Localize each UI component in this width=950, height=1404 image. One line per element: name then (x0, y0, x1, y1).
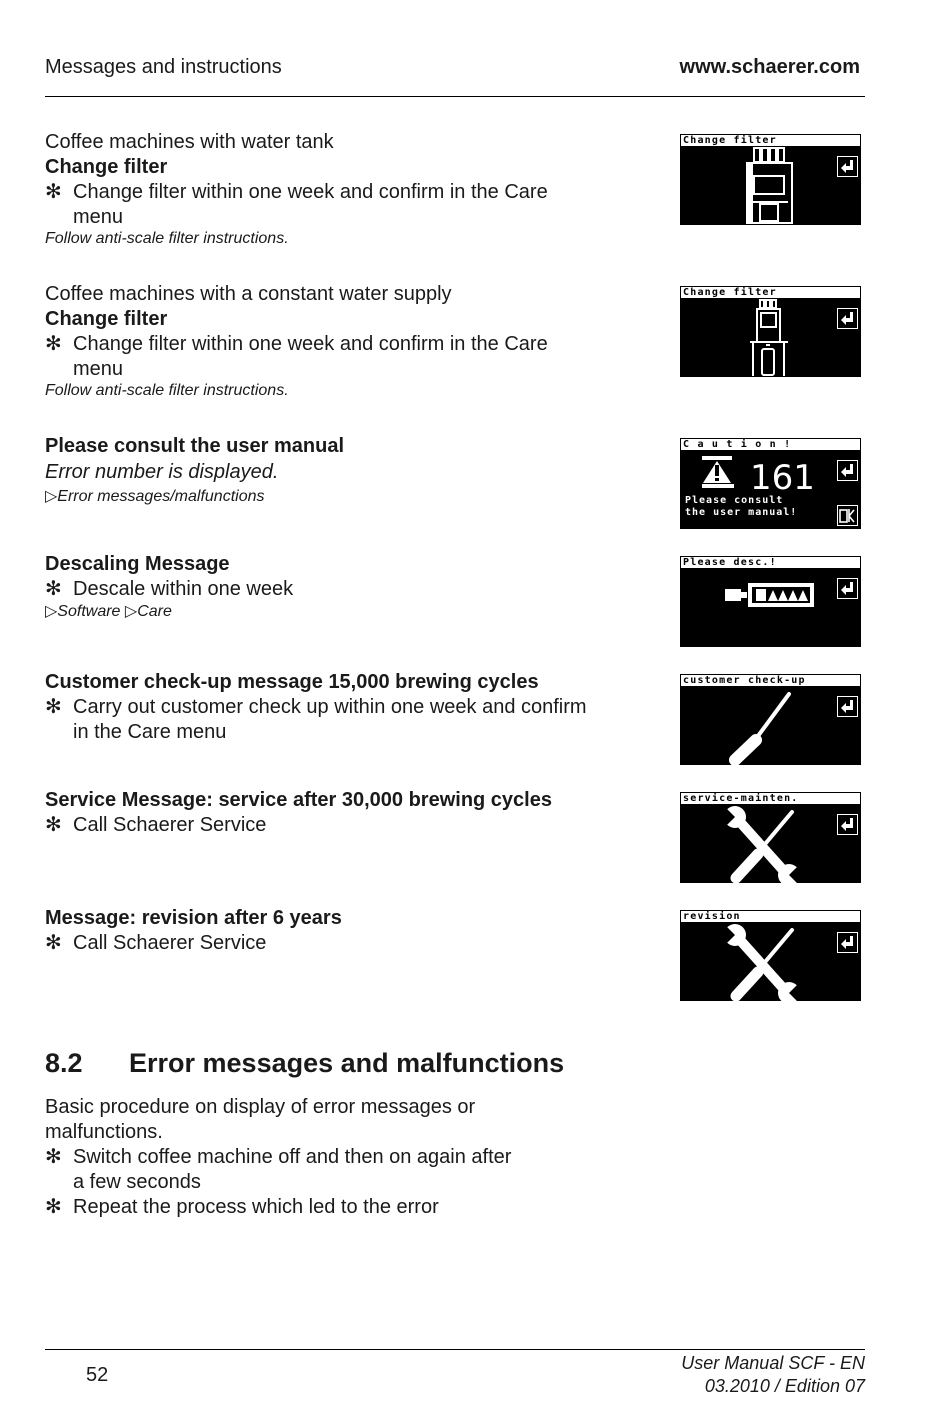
back-icon[interactable] (837, 308, 858, 329)
checkup-title: Customer check-up message 15,000 brewing cycles (45, 671, 539, 693)
footer-edition: 03.2010 / Edition 07 (704, 1376, 865, 1396)
footer-rule (45, 1349, 865, 1350)
error-number: 161 (750, 458, 815, 498)
bullet-icon: ✻ (45, 814, 62, 836)
back-icon[interactable] (837, 696, 858, 717)
bullet-icon: ✻ (45, 1146, 62, 1168)
section-bullet-1: ✻ Switch coffee machine off and then on again after (45, 1146, 512, 1168)
back-icon[interactable] (837, 932, 858, 953)
coffee-machine-supply-icon (680, 298, 861, 377)
bullet-icon: ✻ (45, 696, 62, 718)
display-title: Change filter (681, 287, 860, 298)
consult-sub: Error number is displayed. (45, 461, 279, 483)
display-descale (680, 556, 861, 647)
tank-title: Change filter (45, 156, 168, 178)
back-icon[interactable] (837, 156, 858, 177)
footer-manual: User Manual SCF - EN (681, 1353, 865, 1373)
supply-title: Change filter (45, 308, 168, 330)
supply-intro: Coffee machines with a constant water supply (45, 283, 452, 305)
wrench-screwdriver-icon (680, 804, 861, 883)
wrench-screwdriver-icon (680, 922, 861, 1001)
bullet-icon: ✻ (45, 578, 62, 600)
section-bullet-2: ✻ Repeat the process which led to the error (45, 1196, 439, 1218)
checkup-bullet: ✻ Carry out customer check up within one week and confirm (45, 696, 587, 718)
display-line-1: Please consult (685, 495, 784, 506)
coffee-machine-tank-icon (680, 146, 861, 225)
display-checkup (680, 674, 861, 765)
supply-note: Follow anti-scale filter instructions. (45, 382, 289, 399)
page-number: 52 (86, 1364, 109, 1386)
display-change-filter-tank (680, 134, 861, 225)
header-section-title: Messages and instructions (45, 56, 282, 78)
descale-ref: ▷Software ▷Care (45, 603, 172, 620)
service-title: Service Message: service after 30,000 brewing cycles (45, 789, 552, 811)
tank-bullet: ✻ Change filter within one week and confirm in the Care (45, 181, 548, 203)
section-intro-1: Basic procedure on display of error messages or (45, 1096, 476, 1118)
descaling-pipe-icon (680, 568, 861, 647)
header-website: www.schaerer.com (679, 56, 860, 78)
revision-bullet: ✻ Call Schaerer Service (45, 932, 267, 954)
back-icon[interactable] (837, 460, 858, 481)
descale-title: Descaling Message (45, 553, 230, 575)
section-intro-2: malfunctions. (45, 1121, 163, 1143)
display-title: Please desc.! (681, 557, 860, 568)
display-title: C a u t i o n ! (681, 439, 860, 450)
display-title: revision (681, 911, 860, 922)
display-service (680, 792, 861, 883)
service-bullet: ✻ Call Schaerer Service (45, 814, 267, 836)
bullet-icon: ✻ (45, 181, 62, 203)
descale-bullet: ✻ Descale within one week (45, 578, 294, 600)
display-title: customer check-up (681, 675, 860, 686)
supply-bullet-cont: menu (73, 358, 124, 380)
bullet-icon: ✻ (45, 932, 62, 954)
display-revision (680, 910, 861, 1001)
section-heading: Error messages and malfunctions (129, 1048, 565, 1078)
display-title: Change filter (681, 135, 860, 146)
display-caution (680, 438, 861, 529)
back-icon[interactable] (837, 814, 858, 835)
consult-title: Please consult the user manual (45, 435, 344, 457)
revision-title: Message: revision after 6 years (45, 907, 342, 929)
display-change-filter-supply (680, 286, 861, 377)
screwdriver-icon (680, 686, 861, 765)
display-line-2: the user manual! (685, 507, 798, 518)
section-number: 8.2 (45, 1048, 83, 1078)
consult-ref: ▷Error messages/malfunctions (45, 488, 265, 505)
bullet-icon: ✻ (45, 1196, 62, 1218)
back-icon[interactable] (837, 578, 858, 599)
section-bullet-1-cont: a few seconds (73, 1171, 201, 1193)
tank-intro: Coffee machines with water tank (45, 131, 334, 153)
tank-bullet-cont: menu (73, 206, 124, 228)
display-title: service-mainten. (681, 793, 860, 804)
bullet-icon: ✻ (45, 333, 62, 355)
tank-note: Follow anti-scale filter instructions. (45, 230, 289, 247)
header-rule (45, 96, 865, 97)
checkup-bullet-cont: in the Care menu (73, 721, 227, 743)
ok-button-icon[interactable] (837, 505, 858, 526)
supply-bullet: ✻ Change filter within one week and confirm in the Care (45, 333, 548, 355)
